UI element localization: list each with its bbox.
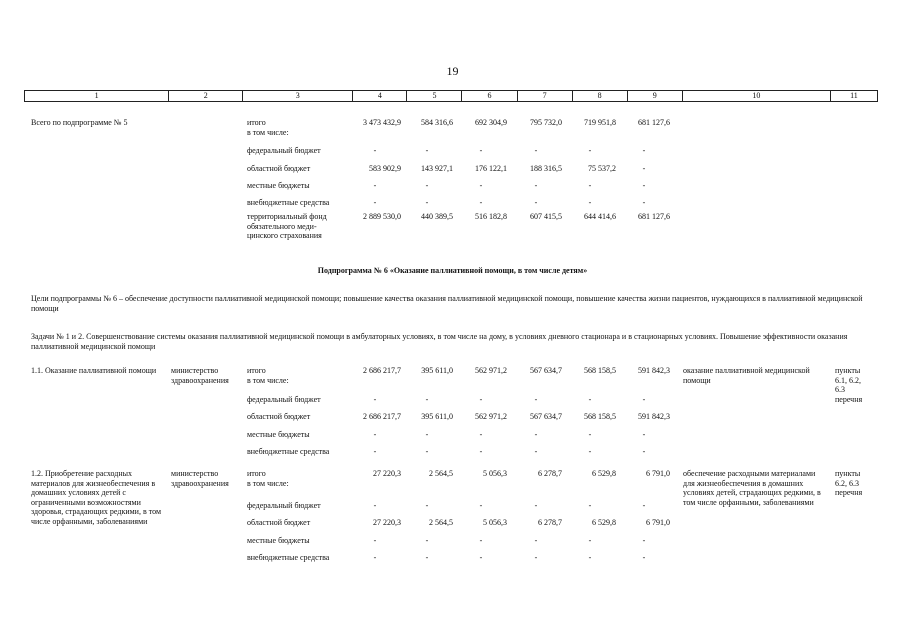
funding-value: - [425,447,429,456]
funding-value: - [534,501,538,510]
measure-result: оказание паллиативной медицинской помощи [683,366,810,385]
column-number: 10 [682,91,830,102]
funding-source: федеральный бюджет [247,501,321,510]
funding-value: - [479,198,483,207]
funding-value: - [642,146,646,155]
funding-value: - [425,146,429,155]
column-number: 7 [517,91,572,102]
funding-value: 5 056,3 [483,518,507,527]
funding-value: 27 220,3 [373,469,401,478]
funding-value: 6 278,7 [538,469,562,478]
funding-value: 6 791,0 [646,469,670,478]
column-number: 2 [169,91,243,102]
funding-value: - [642,395,646,404]
funding-value: - [425,198,429,207]
funding-source: внебюджетные средства [247,553,330,562]
funding-value: - [479,395,483,404]
funding-value: - [642,553,646,562]
funding-value: 27 220,3 [373,518,401,527]
funding-value: - [642,501,646,510]
funding-value: 681 127,6 [638,212,670,221]
funding-source: федеральный бюджет [247,146,321,155]
funding-value: - [642,164,646,173]
funding-value: 591 842,3 [638,412,670,421]
funding-source: местные бюджеты [247,181,310,190]
funding-value: - [534,430,538,439]
funding-value: 692 304,9 [475,118,507,127]
funding-source: внебюджетные средства [247,447,330,456]
funding-value: - [479,536,483,545]
subprogram-6-title: Подпрограмма № 6 «Оказание паллиативной помощи, в том числе детям» [317,266,588,275]
funding-value: 143 927,1 [421,164,453,173]
funding-value: - [425,181,429,190]
measure-name: 1.1. Оказание паллиативной помощи [31,366,157,375]
funding-source: итого в том числе: [247,118,289,137]
funding-value: - [479,501,483,510]
funding-value: - [373,501,377,510]
funding-value: - [642,430,646,439]
measure-result: обеспечение расходными материалами для жизнеобеспечения в домашних условиях детей, страдающих редкими, в том числе орфанными, заболеваниями [683,469,821,507]
subprogram-goals: Цели подпрограммы № 6 – обеспечение доступности паллиативной медицинской помощи; повышение качества оказания паллиативной медицинской помощи, повышение качества жизни пациентов, нуждающихся в паллиативной медицинской помощи [31,294,863,313]
funding-value: - [373,181,377,190]
funding-value: 607 415,5 [530,212,562,221]
funding-value: - [642,181,646,190]
funding-value: - [534,395,538,404]
column-number: 6 [462,91,517,102]
funding-value: 719 951,8 [584,118,616,127]
funding-value: - [425,395,429,404]
funding-value: 795 732,0 [530,118,562,127]
funding-value: 395 611,0 [421,412,453,421]
funding-value: - [373,146,377,155]
measure-name: 1.2. Приобретение расходных материалов для жизнеобеспечения в домашних условиях детей с ограниченными возможностями здоровья, страдающих редкими, в том числе орфанными, заболеваниями [31,469,162,526]
funding-value: 584 316,6 [421,118,453,127]
funding-value: 6 529,8 [592,518,616,527]
funding-value: - [642,536,646,545]
funding-value: - [479,430,483,439]
funding-value: 2 686 217,7 [363,412,401,421]
funding-source: итого в том числе: [247,469,289,488]
funding-value: - [425,430,429,439]
funding-value: - [642,447,646,456]
funding-value: 2 889 530,0 [363,212,401,221]
funding-source: территориальный фонд обязательного меди- цинского страхования [247,212,327,241]
measure-points: пункты 6.1, 6.2, 6.3 перечня [835,366,863,404]
column-number: 11 [830,91,877,102]
funding-value: 591 842,3 [638,366,670,375]
funding-value: - [588,181,592,190]
funding-value: - [588,536,592,545]
funding-value: - [534,447,538,456]
funding-value: 567 634,7 [530,412,562,421]
funding-value: - [534,181,538,190]
funding-value: - [534,198,538,207]
funding-value: - [425,536,429,545]
funding-value: 562 971,2 [475,412,507,421]
funding-value: - [588,146,592,155]
funding-value: - [373,447,377,456]
funding-value: 567 634,7 [530,366,562,375]
funding-value: - [479,447,483,456]
column-number: 9 [627,91,682,102]
funding-value: 6 278,7 [538,518,562,527]
funding-value: 2 564,5 [429,469,453,478]
funding-value: - [534,553,538,562]
funding-value: - [373,198,377,207]
funding-value: - [588,430,592,439]
funding-value: - [425,501,429,510]
funding-value: - [479,553,483,562]
funding-source: местные бюджеты [247,430,310,439]
funding-value: 75 537,2 [588,164,616,173]
funding-value: - [588,395,592,404]
funding-value: 568 158,5 [584,412,616,421]
column-number-header [24,90,878,102]
funding-value: 440 389,5 [421,212,453,221]
funding-value: 395 611,0 [421,366,453,375]
funding-value: - [479,146,483,155]
subprogram-tasks: Задачи № 1 и 2. Совершенствование системы оказания паллиативной медицинской помощи в амбулаторных условиях, в том числе на дому, в условиях дневного стационара и в стационарных условиях. Повышение эффективности оказания паллиативной медицинской помощи [31,332,848,351]
page-number: 19 [446,64,459,78]
column-number: 1 [25,91,169,102]
funding-value: - [479,181,483,190]
column-number: 3 [243,91,353,102]
funding-value: - [642,198,646,207]
column-number: 4 [353,91,407,102]
total-subprogram-5-label: Всего по подпрограмме № 5 [31,118,128,127]
funding-value: 562 971,2 [475,366,507,375]
funding-value: - [373,536,377,545]
funding-value: - [425,553,429,562]
funding-value: - [534,536,538,545]
funding-value: 2 686 217,7 [363,366,401,375]
funding-source: федеральный бюджет [247,395,321,404]
funding-value: 188 316,5 [530,164,562,173]
funding-source: областной бюджет [247,518,311,527]
funding-value: - [373,430,377,439]
funding-value: 583 902,9 [369,164,401,173]
funding-value: - [588,553,592,562]
funding-source: внебюджетные средства [247,198,330,207]
funding-value: 681 127,6 [638,118,670,127]
funding-value: - [373,395,377,404]
funding-value: 568 158,5 [584,366,616,375]
funding-value: 6 529,8 [592,469,616,478]
funding-source: областной бюджет [247,164,311,173]
funding-value: - [373,553,377,562]
funding-value: 3 473 432,9 [363,118,401,127]
funding-value: 6 791,0 [646,518,670,527]
funding-value: - [588,198,592,207]
funding-source: местные бюджеты [247,536,310,545]
measure-points: пункты 6.2, 6.3 перечня [835,469,863,498]
funding-source: областной бюджет [247,412,311,421]
funding-value: 5 056,3 [483,469,507,478]
funding-value: - [588,447,592,456]
funding-value: 644 414,6 [584,212,616,221]
funding-value: - [588,501,592,510]
column-number: 5 [407,91,462,102]
column-number: 8 [572,91,627,102]
funding-value: 176 122,1 [475,164,507,173]
funding-value: 516 182,8 [475,212,507,221]
measure-executor: министерство здравоохранения [171,469,229,488]
measure-executor: министерство здравоохранения [171,366,229,385]
funding-value: 2 564,5 [429,518,453,527]
funding-value: - [534,146,538,155]
funding-source: итого в том числе: [247,366,289,385]
